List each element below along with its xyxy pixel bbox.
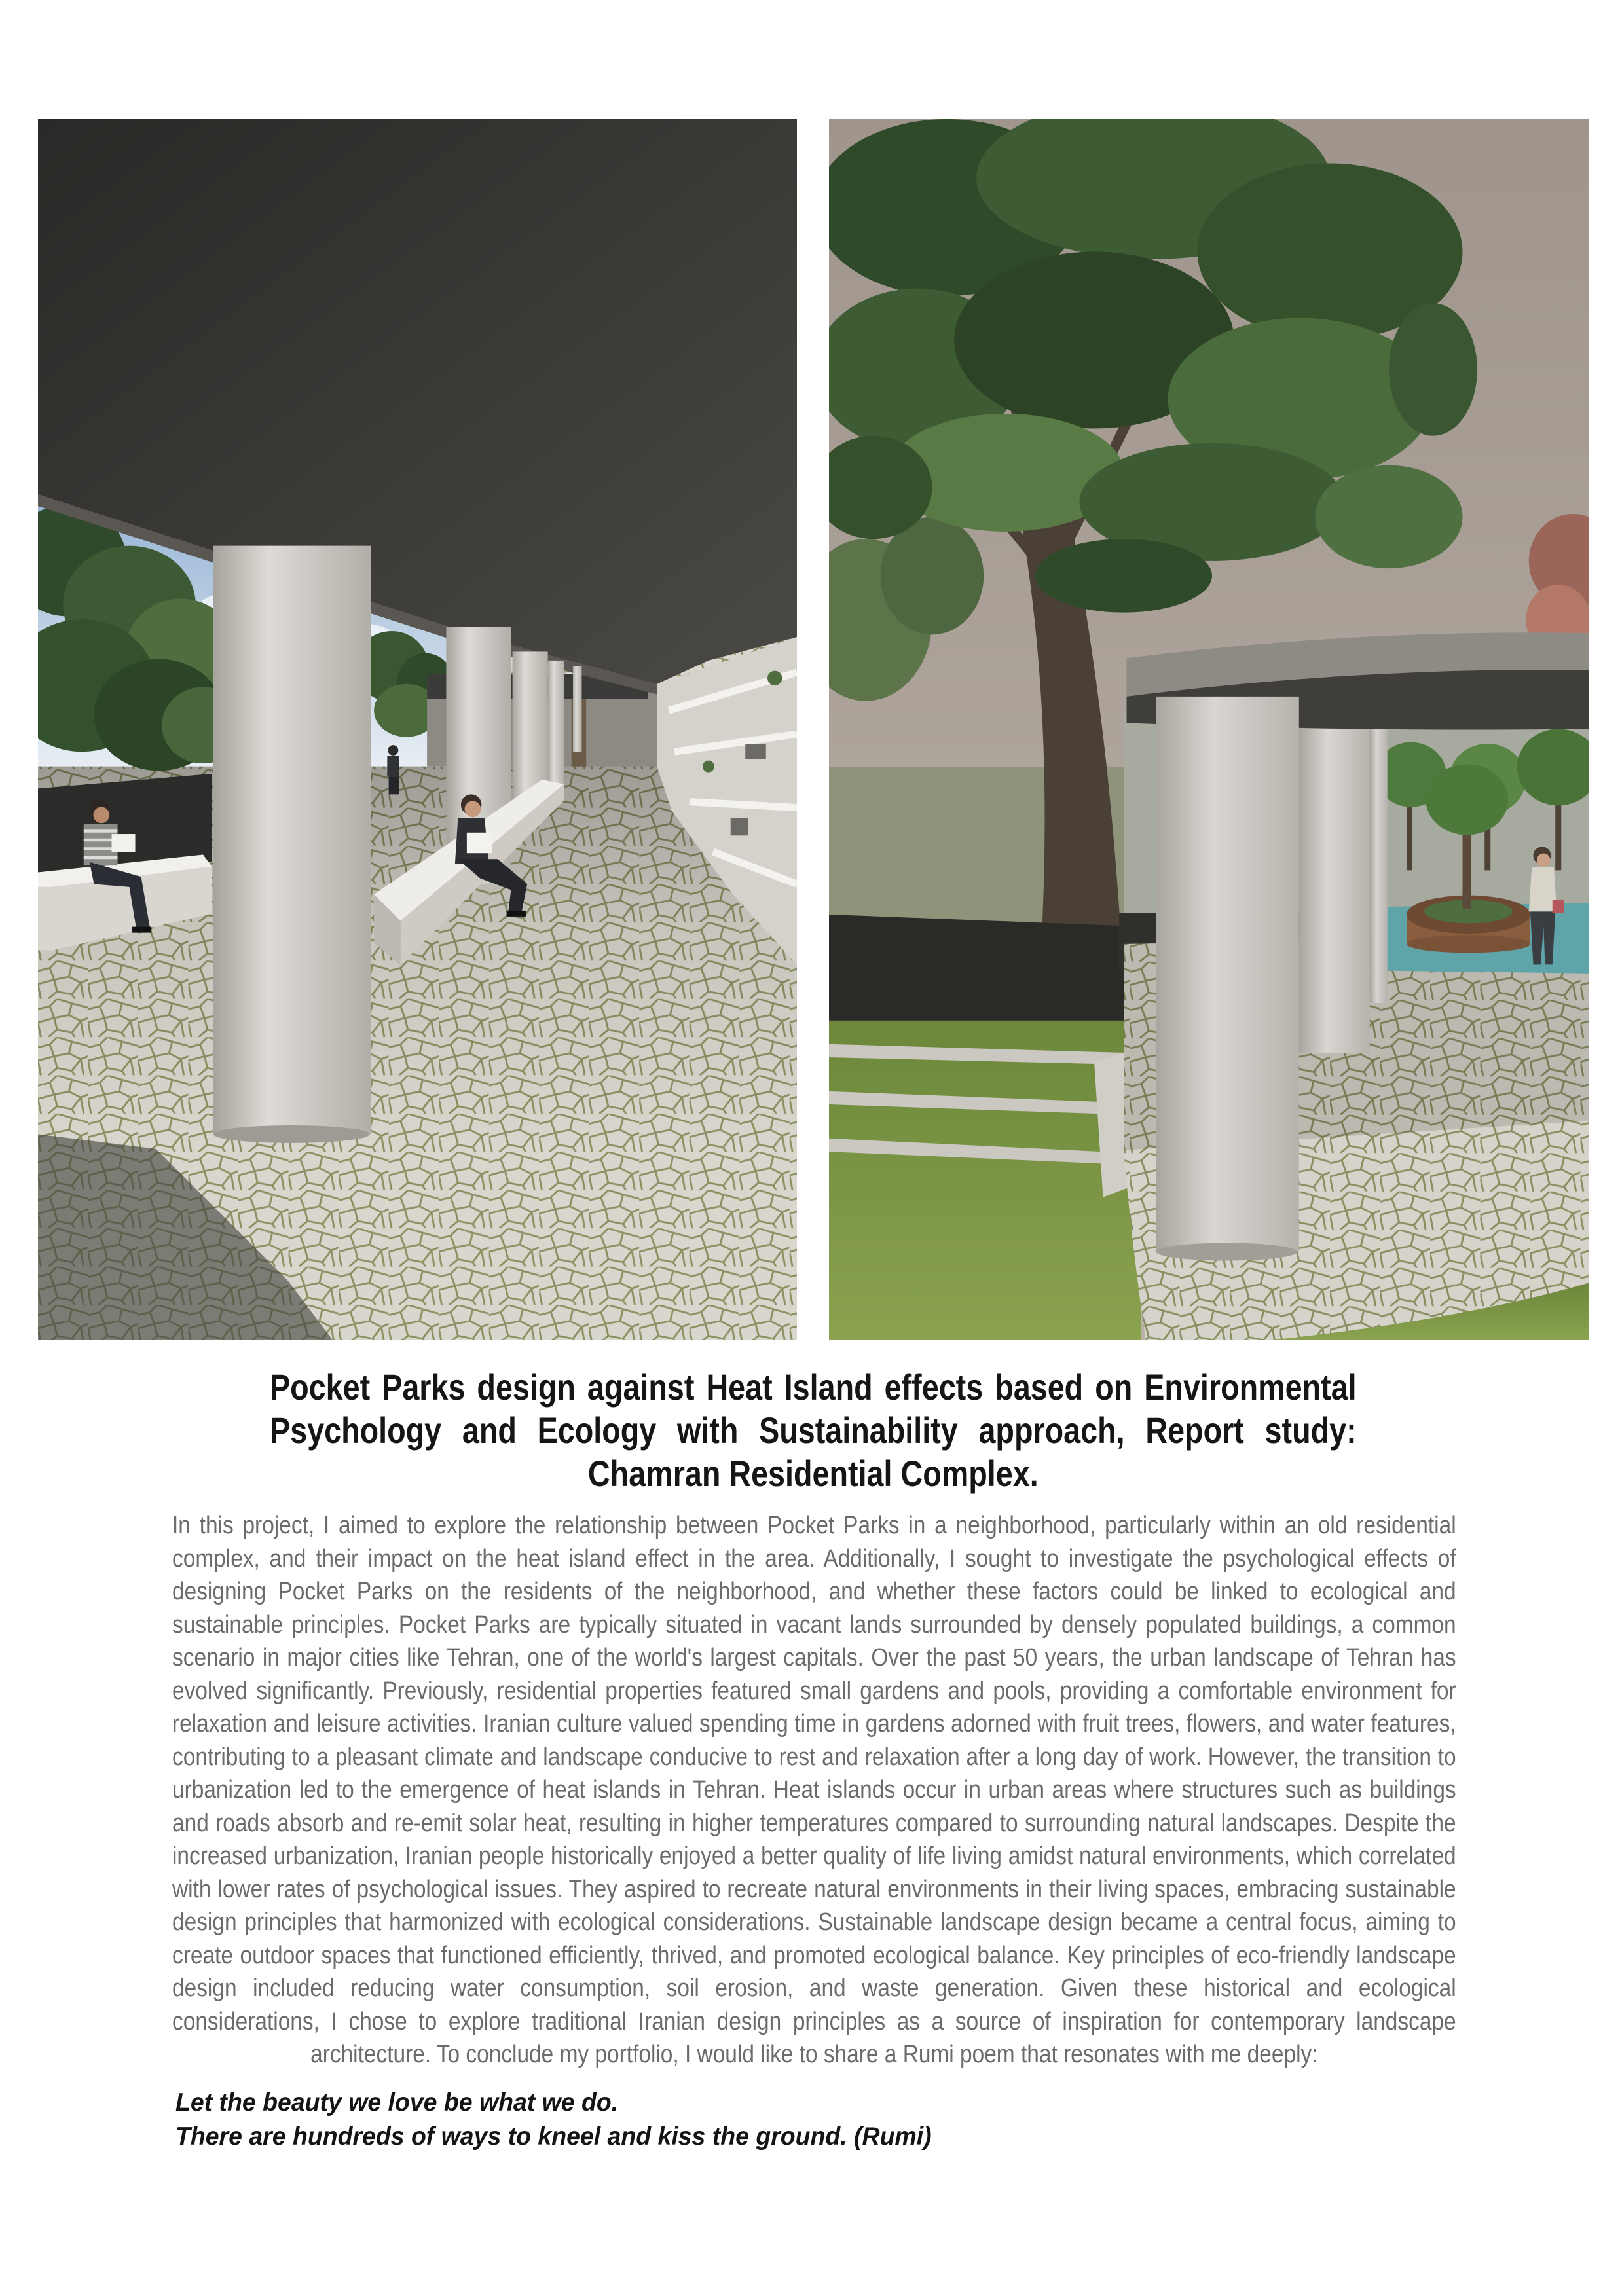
grass-steps — [829, 1021, 1141, 1340]
title-line-1: Pocket Parks design against Heat Island effects based on Environmental — [270, 1366, 1357, 1408]
document-title — [270, 1366, 1357, 1495]
covered-walkway-illustration — [38, 119, 797, 1340]
title-line-3: Chamran Residential Complex. — [587, 1453, 1039, 1494]
text-block — [172, 1509, 1456, 2154]
quote-line-2: There are hundreds of ways to kneel and kiss the ground. (Rumi) — [175, 2122, 932, 2151]
column — [213, 546, 371, 1143]
body-paragraph: In this project, I aimed to explore the relationship between Pocket Parks in a neighborhood, particularly within an old residential complex, and their impact on the heat island effect in the area. Additionally, I sought to investigate the psychological effects of designing Pocket Parks on the residents of the neighborhood, and whether these factors could be linked to ecological and sustainable principles. Pocket Parks are typically situated in vacant lands surrounded by densely populated buildings, a common scenario in major cities like Tehran, one of the world's largest capitals. Over the past 50 years, the urban landscape of Tehran has evolved significantly. Previously, residential properties featured small gardens and pools, providing a comfortable environment for relaxation and leisure activities. Iranian culture valued spending time in gardens adorned with fruit trees, flowers, and water features, contributing to a pleasant climate and landscape conducive to rest and relaxation after a long day of work. However, the transition to urbanization led to the emergence of heat islands in Tehran. Heat islands occur in urban areas where structures such as buildings and roads absorb and re-emit solar heat, resulting in higher temperatures compared to surrounding natural landscapes. Despite the increased urbanization, Iranian people historically enjoyed a better quality of life living amidst natural environments, which correlated with lower rates of psychological issues. They aspired to recreate natural environments in their living spaces, embracing sustainable design principles that harmonized with ecological considerations. Sustainable landscape design became a central focus, aiming to create outdoor spaces that functioned efficiently, thrived, and promoted ecological balance. Key principles of eco-friendly landscape design included reducing water consumption, soil erosion, and waste generation. Given these historical and ecological considerations, I chose to explore traditional Iranian design principles as a source of inspiration for contemporary landscape architecture. To conclude my portfolio, I would like to share a Rumi poem that resonates with me deeply: — [172, 1512, 1456, 2068]
person-distant — [387, 745, 399, 794]
pavilion-rendering — [829, 119, 1589, 1340]
pavilion-illustration — [829, 119, 1589, 1340]
quote-line-1: Let the beauty we love be what we do. — [175, 2088, 619, 2117]
title-line-2: Psychology and Ecology with Sustainability approach, Report study: — [270, 1410, 1357, 1451]
hedge — [829, 915, 1134, 1035]
covered-walkway-rendering — [38, 119, 797, 1340]
rumi-quote — [175, 2086, 1456, 2154]
